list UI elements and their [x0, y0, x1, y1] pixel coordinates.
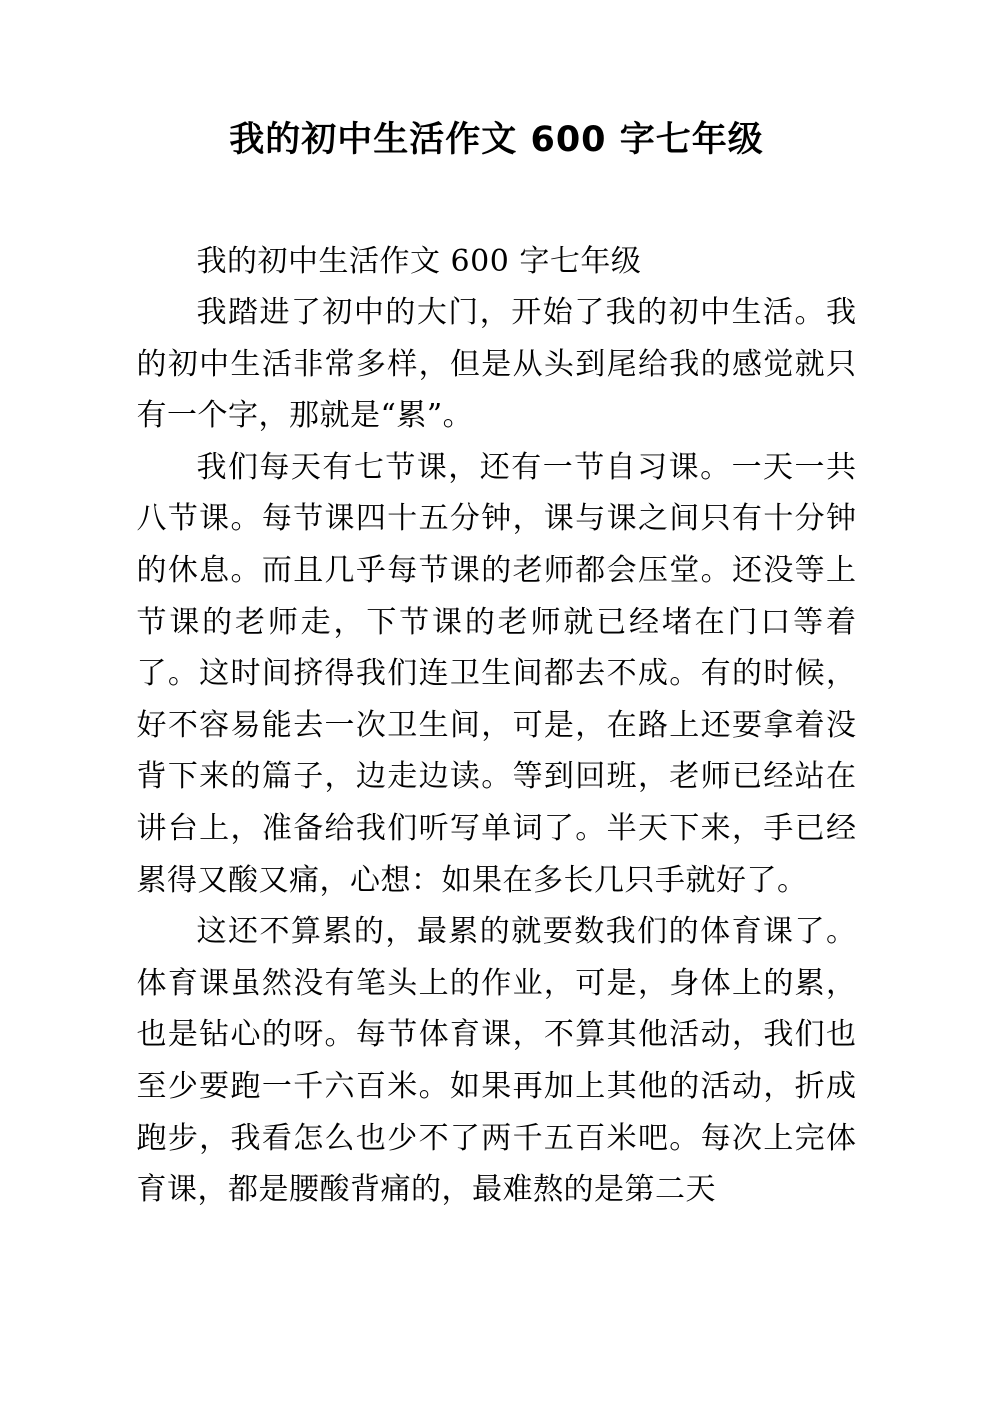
paragraph-heading-line: 我的初中生活作文 600 字七年级: [196, 243, 642, 279]
paragraph-1: 我踏进了初中的大门，开始了我的初中生活。我的初中生活非常多样，但是从头到尾给我的感觉就只有一个字，那就是“累”。: [136, 295, 857, 434]
paragraph-3: 这还不算累的，最累的就要数我们的体育课了。体育课虽然没有笔头上的作业，可是，身体上的累，也是钻心的呀。每节体育课，不算其他活动，我们也至少要跑一千六百米。如果再加上其他的活动，折成跑步，我看怎么也少不了两千五百米吧。每次上完体育课，都是腰酸背痛的，最难熬的是第二天: [136, 914, 857, 1208]
document-body: [137, 164, 857, 1216]
page-title: 我的初中生活作文 600 字七年级: [229, 120, 764, 160]
paragraph-2: 我们每天有七节课，还有一节自习课。一天一共八节课。每节课四十五分钟，课与课之间只有十分钟的休息。而且几乎每节课的老师都会压堂。还没等上节课的老师走，下节课的老师就已经堵在门口等着了。这时间挤得我们连卫生间都去不成。有的时候，好不容易能去一次卫生间，可是，在路上还要拿着没背下来的篇子，边走边读。等到回班，老师已经站在讲台上，准备给我们听写单词了。半天下来，手已经累得又酸又痛，心想：如果在多长几只手就好了。: [136, 449, 857, 898]
